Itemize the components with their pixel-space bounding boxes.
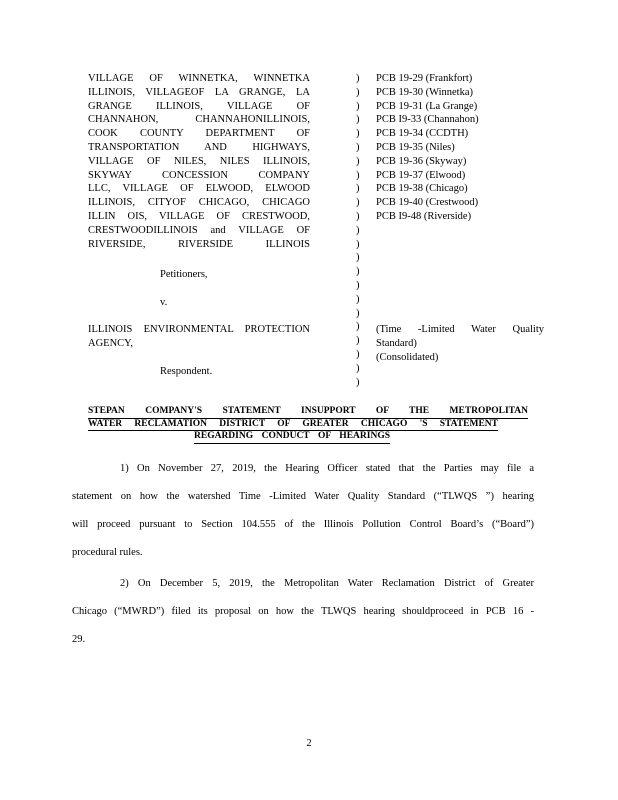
paren: ) — [356, 266, 360, 278]
paren: ) — [356, 197, 360, 209]
paren: ) — [356, 279, 360, 291]
paren: ) — [356, 321, 360, 333]
case-number: PCB 19-38 (Chicago) — [376, 183, 468, 195]
paren: ) — [356, 210, 360, 222]
case-number: PCB 19-30 (Winnetka) — [376, 86, 473, 98]
case-number: PCB 19-29 (Frankfort) — [376, 73, 473, 84]
title-line: WATER RECLAMATION DISTRICT OF GREATER CHICAGO 'S STATEMENT — [88, 419, 498, 432]
respondent-line: ILLINOIS ENVIRONMENTAL PROTECTION — [88, 324, 310, 335]
paren: ) — [356, 307, 360, 319]
paren: ) — [356, 86, 360, 98]
case-number: PCB I9-33 (Channahon) — [376, 114, 479, 126]
title-line: REGARDING CONDUCT OF HEARINGS — [194, 431, 390, 444]
paren: ) — [356, 362, 360, 374]
paren: ) — [356, 128, 360, 140]
petitioner-line: ILLINOIS, VILLAGEOF LA GRANGE, LA — [88, 86, 310, 98]
petitioners-label: Petitioners, — [160, 269, 208, 280]
petitioner-line: TRANSPORTATION AND HIGHWAYS, — [88, 141, 310, 153]
case-number: PCB 19-40 (Crestwood) — [376, 197, 479, 209]
petitioner-line: RIVERSIDE, RIVERSIDE ILLINOIS — [88, 238, 310, 250]
case-number: PCB 19-37 (Elwood) — [376, 169, 466, 181]
paragraph-line: 1) On November 27, 2019, the Hearing Officer stated that the Parties may file a — [120, 463, 534, 474]
document-title — [88, 406, 528, 444]
paren: ) — [356, 348, 360, 360]
paren: ) — [356, 169, 360, 181]
petitioner-line: SKYWAY CONCESSION COMPANY — [88, 169, 310, 181]
case-number: PCB 19-35 (Niles) — [376, 141, 455, 153]
petitioners-list — [88, 72, 310, 251]
paren: ) — [356, 335, 360, 347]
petitioner-line: CHANNAHON, CHANNAHONILLINOIS, — [88, 114, 310, 126]
paren: ) — [356, 224, 360, 236]
paren: ) — [356, 293, 360, 305]
standard-label — [376, 323, 544, 364]
case-number: PCB 19-36 (Skyway) — [376, 155, 467, 167]
caption-parentheses — [356, 72, 364, 389]
paragraph-1 — [72, 455, 534, 567]
title-line: STEPAN COMPANY'S STATEMENT INSUPPORT OF THE METROPOLITAN — [88, 406, 528, 419]
petitioner-line: CRESTWOODILLINOIS and VILLAGE OF — [88, 224, 310, 236]
paren: ) — [356, 155, 360, 167]
paragraph-line: statement on how the watershed Time -Limited Water Quality Standard (“TLWQS ”) hearing — [72, 491, 534, 502]
petitioner-line: ILLIN OIS, VILLAGE OF CRESTWOOD, — [88, 210, 310, 222]
paragraph-line: Chicago (“MWRD”) filed its proposal on how the TLWQS hearing shouldproceed in PCB 16 - — [72, 606, 534, 617]
petitioner-line: COOK COUNTY DEPARTMENT OF — [88, 128, 310, 140]
paragraph-line: will proceed pursuant to Section 104.555 of the Illinois Pollution Control Board’s (“Board”) — [72, 519, 534, 530]
case-number: PCB I9-48 (Riverside) — [376, 210, 472, 222]
case-number: PCB 19-31 (La Grange) — [376, 100, 478, 112]
versus-label: v. — [160, 297, 168, 308]
case-number: PCB 19-34 (CCDTH) — [376, 128, 469, 140]
petitioner-line: LLC, VILLAGE OF ELWOOD, ELWOOD — [88, 183, 310, 195]
standard-line: Standard) — [376, 337, 417, 349]
paren: ) — [356, 114, 360, 126]
paragraph-line: 29. — [72, 634, 86, 645]
paren: ) — [356, 100, 360, 112]
page-number: 2 — [306, 738, 312, 749]
paren: ) — [356, 183, 360, 195]
paragraph-line: procedural rules. — [72, 547, 143, 558]
petitioner-line: VILLAGE OF NILES, NILES ILLINOIS, — [88, 155, 310, 167]
standard-line: (Time -Limited Water Quality — [376, 324, 544, 335]
respondent-block — [88, 323, 310, 351]
respondent-line: AGENCY, — [88, 337, 134, 349]
paren: ) — [356, 141, 360, 153]
paren: ) — [356, 376, 360, 388]
case-numbers — [376, 72, 548, 224]
paren: ) — [356, 238, 360, 250]
standard-line: (Consolidated) — [376, 351, 439, 363]
paragraph-line: 2) On December 5, 2019, the Metropolitan Water Reclamation District of Greater — [120, 578, 534, 589]
paren: ) — [356, 73, 360, 84]
respondent-label: Respondent. — [160, 366, 213, 377]
paren: ) — [356, 252, 360, 264]
petitioner-line: ILLINOIS, CITYOF CHICAGO, CHICAGO — [88, 197, 310, 209]
petitioner-line: GRANGE ILLINOIS, VILLAGE OF — [88, 100, 310, 112]
paragraph-2 — [72, 570, 534, 654]
petitioner-line: VILLAGE OF WINNETKA, WINNETKA — [88, 73, 310, 84]
